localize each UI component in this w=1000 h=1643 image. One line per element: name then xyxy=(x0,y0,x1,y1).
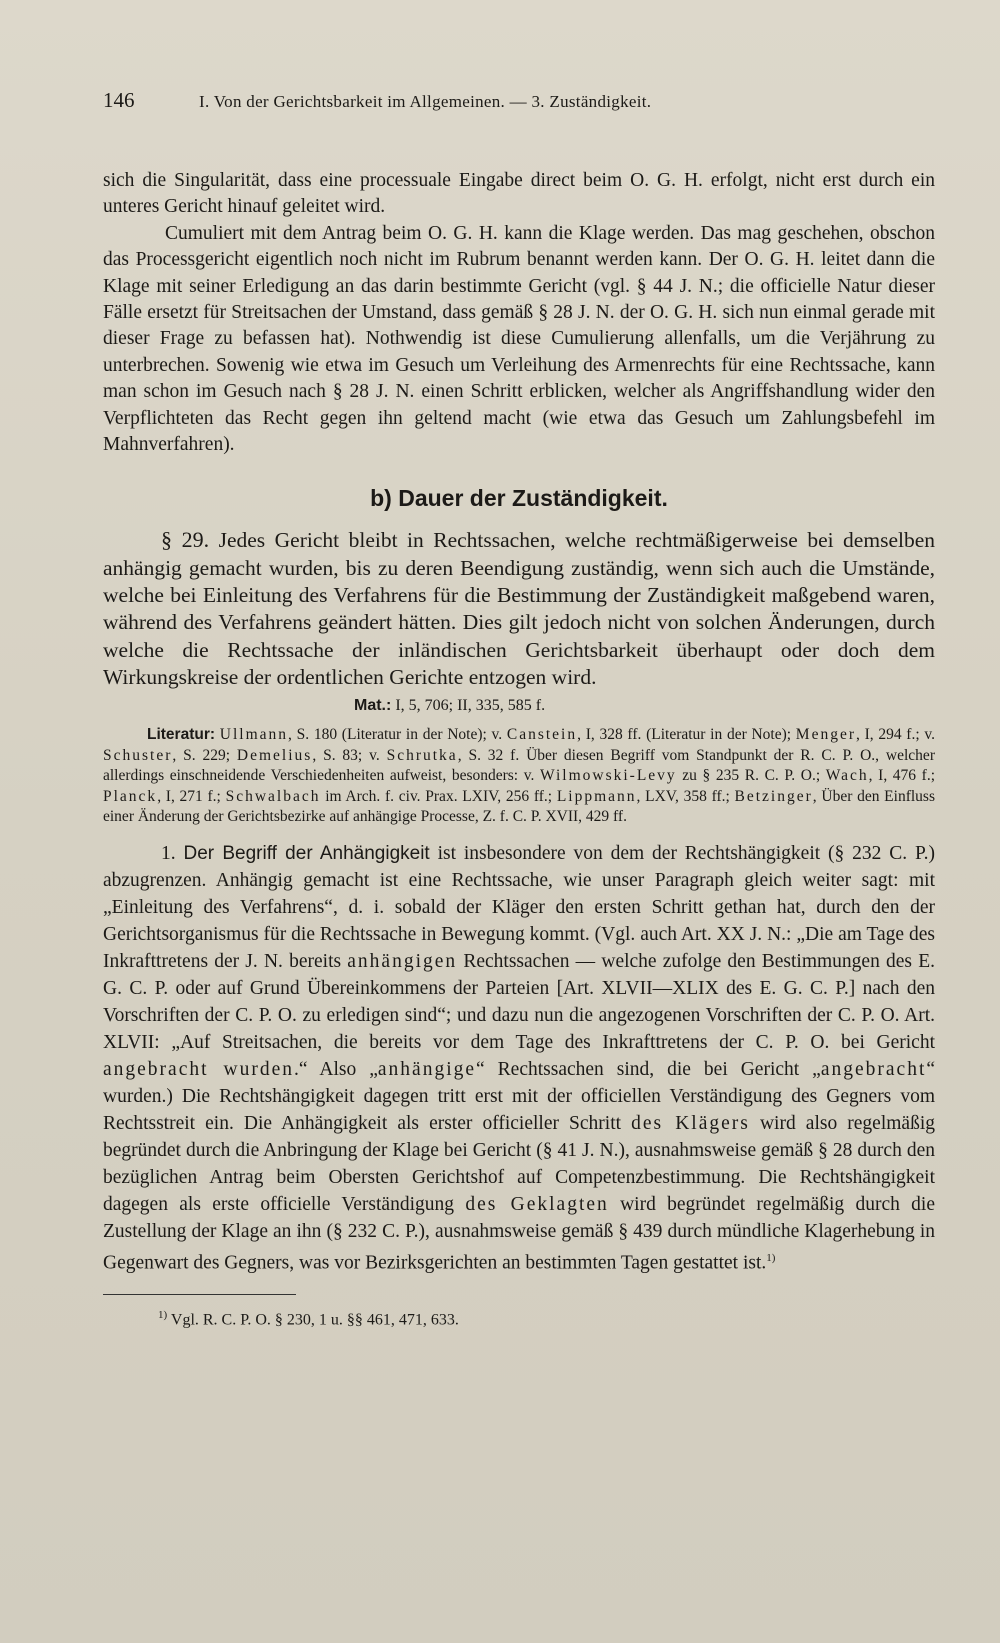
literature-spaced-segment: Wilmowski-Levy xyxy=(539,767,677,785)
page-number: 146 xyxy=(103,88,135,112)
main-segment: Rechtssachen — welche zufolge den Bestimmungen des E. G. C. P. oder auf Grund Übereinkommens der Parteien [Art. XLVII—XLIX des E. G. C. P.] nach den Vorschriften der C. P. O. zu erledigen sind“; und dazu nun die angezogenen Vorschriften der C. P. O. Art. XLVII: „Auf Streitsachen, die bereits vor dem Tage des Inkrafttretens der C. P. O. bei Gericht xyxy=(103,950,935,1053)
literature-spaced-segment: Schrutka xyxy=(386,746,458,764)
literature-spaced-segment: Canstein xyxy=(506,726,578,744)
literature-spaced-segment: Schwalbach xyxy=(225,787,321,805)
footnote xyxy=(103,1309,935,1329)
main-segment: wird begründet regelmäßig durch die Zustellung der Klage an ihn (§ 232 C. P.), ausnahmsweise gemäß § 439 durch mündliche Klagerhebung in Gegenwart des Gegners, was vor Bezirksgerichten an bestimmten Tagen gestattet ist. xyxy=(103,1193,935,1274)
main-subheading: Der Begriff der Anhängigkeit xyxy=(183,842,430,864)
literature-segment: , I, 294 f.; v. xyxy=(855,726,935,744)
literature-spaced-segment: Ullmann xyxy=(219,726,289,744)
literature-spaced-segment: Demelius xyxy=(236,746,313,764)
literature-text xyxy=(103,726,935,825)
literature-segment: , S. 83; v. xyxy=(312,746,387,764)
main-segment: wird also regelmäßig begründet durch die Anbringung der Klage bei Gericht (§ 41 J. N.), ausnahmsweise gemäß § 28 durch den bezüglichen Antrag beim Obersten Gerichtshof auf Competenzbestimmung. Die Rechtshängigkeit dagegen als erste officielle Verständigung xyxy=(103,1112,935,1215)
literature-spaced-segment: Lippmann xyxy=(556,787,637,805)
literature-segment: , I, 476 f.; xyxy=(868,767,935,785)
main-text xyxy=(103,843,935,1274)
law-text: Jedes Gericht bleibt in Rechtssachen, welche rechtmäßigerweise bei demselben anhängig gemacht wurden, bis zu deren Beendigung zuständig, wenn sich auch die Umstände, welche bei Einleitung des Verfahrens für die Bestimmung der Zuständigkeit maßgebend waren, während des Verfahrens geändert hätten. Dies gilt jedoch nicht von solchen Änderungen, durch welche die Rechtssache der inländischen Gerichtsbarkeit überhaupt oder doch dem Wirkungskreise der ordentlichen Gerichte entzogen wird. xyxy=(103,528,936,689)
footnote-reference: 1) xyxy=(766,1251,776,1264)
literature-segment: , S. 180 (Literatur in der Note); v. xyxy=(288,726,507,744)
literature-segment: , Über den Einfluss einer Änderung der Gerichtsbezirke auf anhängige Processe, Z. f. C. P. XVII, 429 ff. xyxy=(103,787,935,826)
footnote-text: Vgl. R. C. P. O. § 230, 1 u. §§ 461, 471, 633. xyxy=(167,1311,459,1329)
running-head: I. Von der Gerichtsbarkeit im Allgemeinen. — 3. Zuständigkeit. xyxy=(199,92,652,111)
main-segment: “ Rechtssachen sind, die bei Gericht „ xyxy=(476,1058,821,1080)
main-spaced-segment: anhängigen xyxy=(347,950,458,972)
literature-segment: zu § 235 R. C. P. O.; xyxy=(676,767,826,785)
footnote-mark: 1) xyxy=(158,1309,168,1322)
literature-paragraph xyxy=(103,725,935,828)
main-segment: “ wurden.) Die Rechtshängigkeit dagegen tritt erst mit der officiellen Verständigung des Gegners vom Rechtsstreit ein. Die Anhängigkeit als erster officieller Schritt xyxy=(103,1058,936,1134)
literature-segment: , I, 328 ff. (Literatur in der Note); xyxy=(577,726,796,744)
law-section-number: § 29. xyxy=(161,527,210,553)
literature-segment: , S. 229; xyxy=(172,746,237,764)
literature-spaced-segment: Betzinger xyxy=(734,787,813,805)
main-spaced-segment: des Geklagten xyxy=(465,1193,609,1215)
main-segment: ist insbesondere von dem der Rechtshängigkeit (§ 232 C. P.) abzugrenzen. Anhängig gemacht ist eine Rechtssache, wie unser Paragraph gleich weiter sagt: mit „Einleitung des Verfahrens“, d. i. sobald der Kläger den ersten Schritt gethan hat, durch den der Gerichtsorganismus für die Rechtssache in Bewegung kommt. (Vgl. auch Art. XX J. N.: „Die am Tage des Inkrafttretens der J. N. bereits xyxy=(103,842,936,972)
literature-segment: , I, 271 f.; xyxy=(157,787,226,805)
literature-label: Literatur: xyxy=(147,726,216,744)
literature-segment: , LXV, 358 ff.; xyxy=(636,787,735,805)
literature-segment: , S. 32 f. Über diesen Begriff vom Standpunkt der R. C. P. O., welcher allerdings einschneidende Verschiedenheiten aufweist, besonders: v. xyxy=(103,746,935,785)
law-text-paragraph xyxy=(103,526,935,691)
literature-segment: im Arch. f. civ. Prax. LXIV, 256 ff.; xyxy=(320,787,557,805)
main-spaced-segment: angebracht xyxy=(820,1058,927,1080)
main-spaced-segment: angebracht wurden xyxy=(103,1058,294,1080)
materials-text: I, 5, 706; II, 335, 585 f. xyxy=(395,697,546,715)
materials-label: Mat.: xyxy=(354,697,392,715)
literature-spaced-segment: Planck xyxy=(103,787,158,805)
main-number: 1. xyxy=(161,842,176,864)
main-paragraph xyxy=(103,840,935,1277)
main-spaced-segment: anhängige xyxy=(377,1058,477,1080)
main-segment: .“ Also „ xyxy=(294,1058,378,1080)
literature-spaced-segment: Menger xyxy=(795,726,856,744)
section-heading: b) Dauer der Zuständigkeit. xyxy=(370,485,668,512)
paragraph-2: Cumuliert mit dem Antrag beim O. G. H. kann die Klage werden. Das mag geschehen, obschon das Processgericht eigentlich noch nicht im Rubrum benannt werden kann. Der O. G. H. leitet dann die Klage mit seiner Erledigung an das darin bestimmte Gericht (vgl. § 44 J. N.; die officielle Natur dieser Fälle ersetzt für Streitsachen der Umstand, dass gemäß § 28 J. N. der O. G. H. sich nun einmal gerade mit dieser Frage zu befassen hat). Nothwendig ist diese Cumulierung allenfalls, um die Verjährung zu unterbrechen. Sowenig wie etwa im Gesuch um Verleihung des Armenrechts für eine Rechtssache, kann man schon im Gesuch nach § 28 J. N. einen Schritt erblicken, welcher als Angriffshandlung wider den Verpflichteten das Recht gegen ihn geltend macht (wie etwa das Gesuch um Zahlungsbefehl im Mahnverfahren). xyxy=(103,222,935,456)
literature-spaced-segment: Wach xyxy=(825,767,869,785)
footnote-divider xyxy=(103,1294,296,1295)
paragraph-1: sich die Singularität, dass eine processuale Eingabe direct beim O. G. H. erfolgt, nicht erst durch ein unteres Gericht hinauf geleitet wird. xyxy=(103,170,935,218)
literature-spaced-segment: Schuster xyxy=(103,746,173,764)
page-header xyxy=(103,88,935,128)
materials-reference xyxy=(103,695,935,717)
main-spaced-segment: des Klägers xyxy=(631,1112,750,1134)
